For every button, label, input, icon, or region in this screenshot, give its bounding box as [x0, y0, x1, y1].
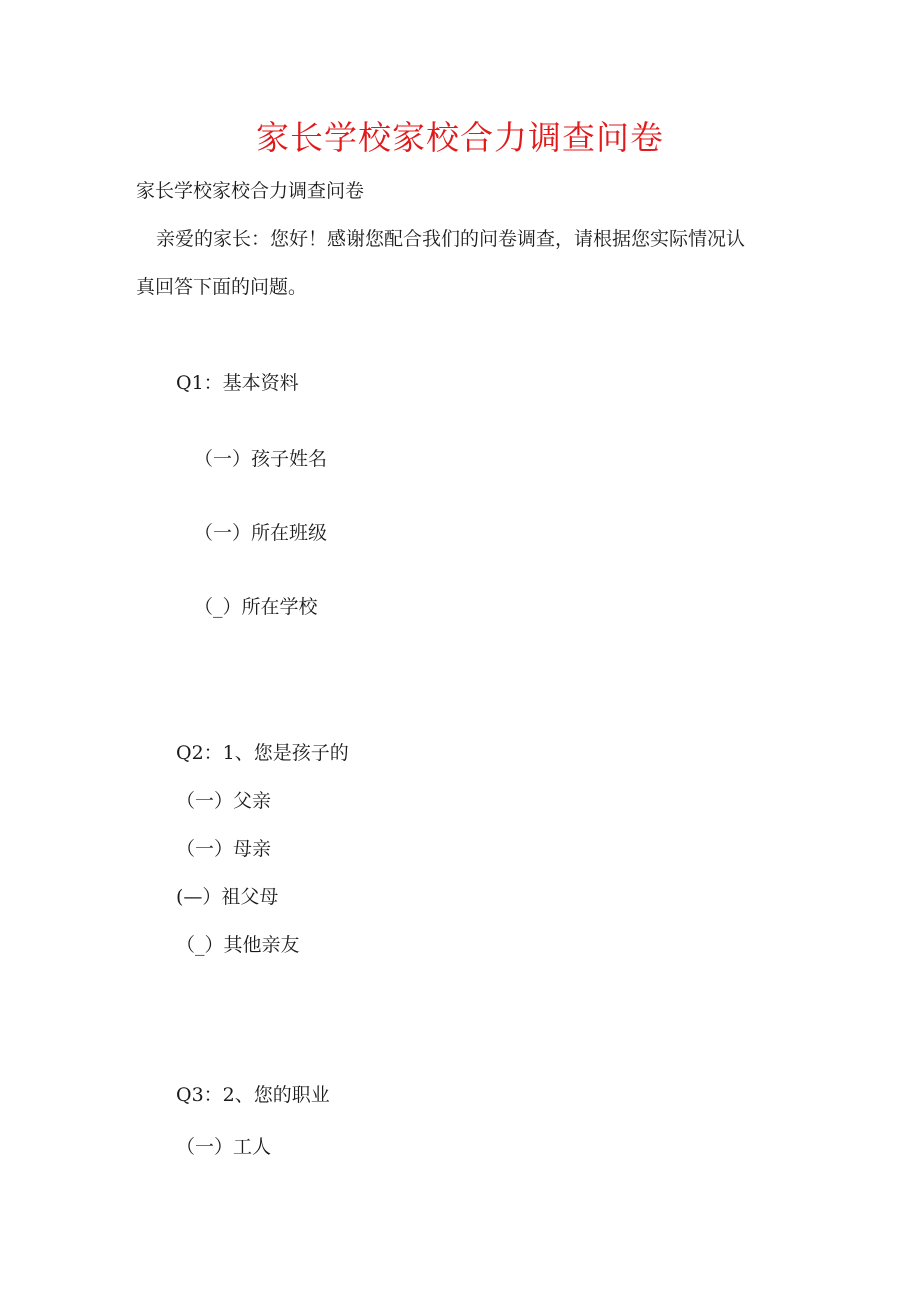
intro-text-line-2: 真回答下面的问题。 [136, 276, 308, 298]
document-title: 家长学校家校合力调查问卷 [256, 118, 664, 157]
question-2-option-other-relatives: （_）其他亲友 [176, 934, 300, 956]
intro-text-line-1: 亲爱的家长：您好！感谢您配合我们的问卷调查，请根据您实际情况认 [156, 228, 746, 250]
question-2-option-grandparents: (—）祖父母 [176, 886, 279, 908]
question-1-option-school: （_）所在学校 [194, 596, 318, 618]
question-2-heading: Q2：1、您是孩子的 [176, 742, 349, 764]
question-2-option-father: （一）父亲 [176, 790, 272, 812]
question-3-heading: Q3：2、您的职业 [176, 1084, 330, 1106]
question-2-option-mother: （一）母亲 [176, 838, 272, 860]
question-3-option-worker: （一）工人 [176, 1136, 272, 1158]
question-1-option-child-name: （一）孩子姓名 [194, 448, 328, 470]
document-subtitle: 家长学校家校合力调查问卷 [136, 180, 365, 202]
question-1-option-class: （一）所在班级 [194, 522, 328, 544]
question-1-heading: Q1：基本资料 [176, 372, 299, 394]
